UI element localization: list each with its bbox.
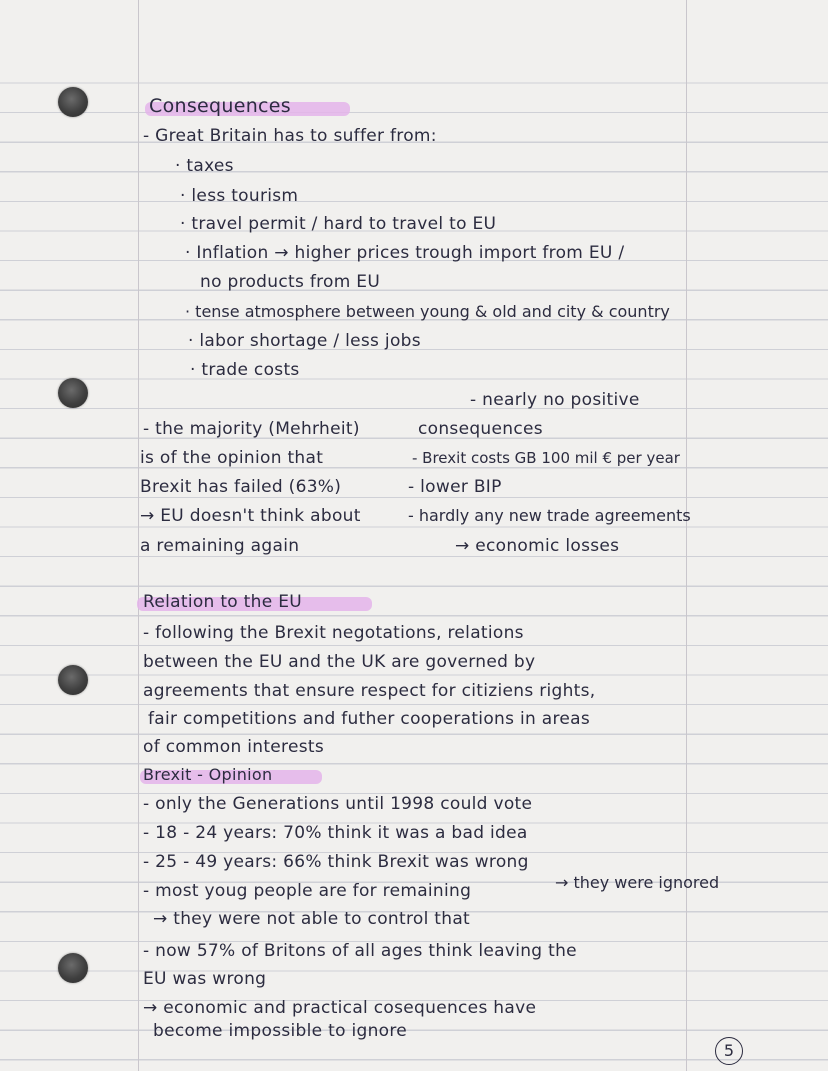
list-item: · taxes	[175, 156, 234, 176]
left-column-line: a remaining again	[140, 536, 300, 556]
list-item: · tense atmosphere between young & old and city & country	[185, 302, 670, 321]
list-item: no products from EU	[200, 272, 381, 292]
opinion-line: → they were ignored	[555, 873, 720, 892]
right-margin-line	[686, 0, 687, 1071]
opinion-line: - only the Generations until 1998 could vote	[143, 794, 533, 814]
punch-hole	[58, 665, 88, 695]
opinion-line: EU was wrong	[143, 969, 267, 989]
opinion-heading: Brexit - Opinion	[143, 765, 273, 784]
right-column-line: - hardly any new trade agreements	[408, 506, 691, 525]
list-item: · less tourism	[180, 186, 299, 206]
relation-heading: Relation to the EU	[143, 592, 302, 612]
opinion-line: → they were not able to control that	[153, 909, 471, 929]
left-column-line: Brexit has failed (63%)	[140, 477, 342, 497]
left-margin-line	[138, 0, 139, 1071]
punch-hole	[58, 378, 88, 408]
punch-hole	[58, 953, 88, 983]
opinion-line: → economic and practical cosequences have	[143, 998, 537, 1018]
opinion-line: become impossible to ignore	[153, 1021, 408, 1041]
list-item: · Inflation → higher prices trough import from EU /	[185, 243, 625, 263]
opinion-line: - 25 - 49 years: 66% think Brexit was wrong	[143, 852, 529, 872]
relation-line: - following the Brexit negotations, relations	[143, 623, 524, 643]
right-column-line: - lower BIP	[408, 477, 502, 497]
page-number: 5	[715, 1037, 743, 1065]
left-column-line: is of the opinion that	[140, 448, 324, 468]
right-column-line: → economic losses	[455, 536, 620, 556]
left-column-line: → EU doesn't think about	[140, 506, 361, 526]
right-column-line: - nearly no positive	[470, 390, 640, 410]
list-item: · labor shortage / less jobs	[188, 331, 421, 351]
consequences-intro: - Great Britain has to suffer from:	[143, 126, 437, 146]
relation-line: fair competitions and futher cooperations in areas	[148, 709, 591, 729]
opinion-line: - now 57% of Britons of all ages think leaving the	[143, 941, 577, 961]
list-item: · travel permit / hard to travel to EU	[180, 214, 497, 234]
right-column-line: - Brexit costs GB 100 mil € per year	[412, 449, 680, 467]
relation-line: between the EU and the UK are governed by	[143, 652, 536, 672]
opinion-line: - most youg people are for remaining	[143, 881, 472, 901]
punch-hole	[58, 87, 88, 117]
list-item: · trade costs	[190, 360, 300, 380]
consequences-heading: Consequences	[149, 95, 291, 117]
relation-line: of common interests	[143, 737, 325, 757]
right-column-line: consequences	[418, 419, 543, 439]
left-column-line: - the majority (Mehrheit)	[143, 419, 360, 439]
relation-line: agreements that ensure respect for citiziens rights,	[143, 681, 596, 701]
opinion-line: - 18 - 24 years: 70% think it was a bad idea	[143, 823, 528, 843]
